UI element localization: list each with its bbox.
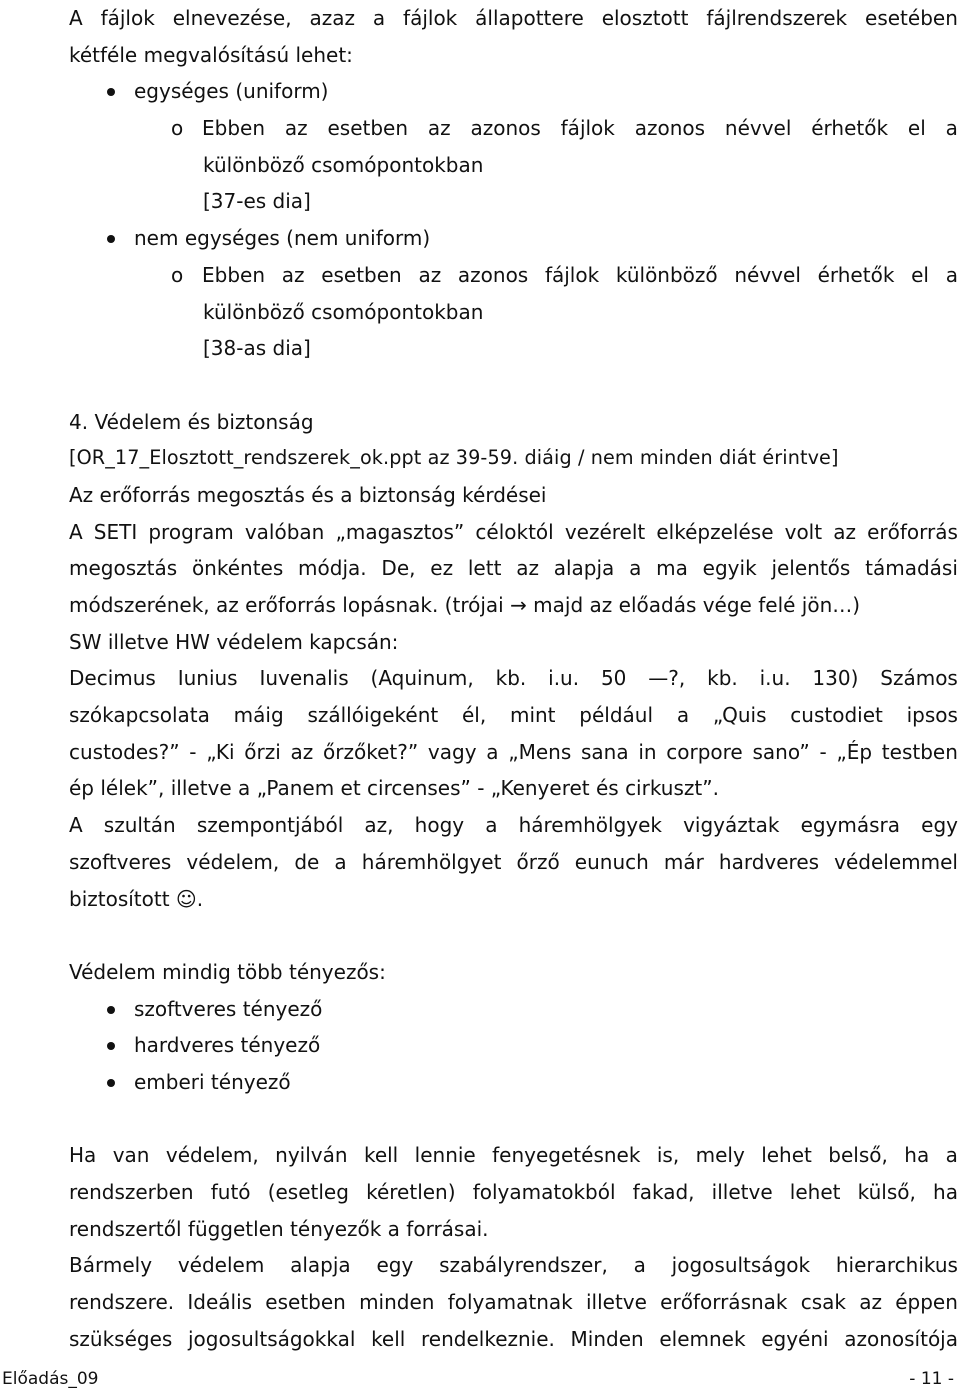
word: „Mens — [508, 739, 572, 764]
word: a — [633, 1253, 646, 1278]
word: támadási — [865, 556, 958, 581]
text-line: különböző csomópontokban — [203, 299, 484, 324]
text-line: biztosított ☺. — [69, 886, 204, 911]
word: védelemmel — [834, 849, 958, 874]
circle-bullet-icon: o — [171, 116, 184, 141]
word: a — [945, 262, 958, 287]
bullet-icon — [107, 1079, 115, 1087]
word: i.u. — [548, 666, 580, 691]
word: —?, — [648, 666, 686, 691]
list-item: szoftveres tényező — [69, 991, 958, 1028]
word: illetve — [585, 1290, 647, 1315]
word: corpore — [666, 739, 743, 764]
text-line — [69, 0, 958, 37]
word: az — [290, 739, 314, 764]
bullet-icon — [107, 88, 115, 96]
word: volt — [784, 519, 823, 544]
bullet-icon — [107, 1042, 115, 1050]
list-item: emberi tényező — [69, 1064, 958, 1101]
text-line: módszerének, az erőforrás lopásnak. (trójai → majd az előadás vége felé jön…) — [69, 593, 861, 617]
word: vagy — [427, 739, 477, 764]
page-footer — [0, 1366, 960, 1393]
word: lett — [467, 556, 502, 581]
word: egy — [376, 1253, 414, 1278]
word: az, — [364, 813, 394, 838]
word: ha — [904, 1143, 930, 1168]
word: illetve — [711, 1180, 773, 1204]
word: fakad, — [632, 1180, 695, 1204]
word: őrzőket?” — [323, 739, 419, 764]
word: már — [663, 849, 704, 874]
text-line: rendszertől független tényezők a forrásai. — [69, 1216, 489, 1241]
word: ha — [933, 1180, 958, 1204]
word: különböző — [615, 262, 718, 287]
word: de — [294, 849, 320, 874]
word: testben — [881, 739, 958, 764]
word: sana — [580, 739, 629, 764]
word: Ebben — [202, 116, 266, 141]
word: Minden — [570, 1326, 644, 1351]
text-line: [37-es dia] — [203, 189, 311, 214]
word: az — [418, 262, 442, 287]
word: Számos — [880, 666, 958, 691]
word: „Quis — [712, 703, 767, 728]
word: ma — [656, 556, 688, 581]
word: az — [859, 1290, 882, 1315]
word: belső, — [828, 1143, 888, 1168]
text-line — [69, 1137, 958, 1174]
word: érhetők — [817, 262, 895, 287]
word: rendszerben — [69, 1180, 194, 1204]
word: folyamatnak — [447, 1290, 573, 1315]
word: céloktól — [475, 519, 554, 544]
text-line: kétféle megvalósítású lehet: — [69, 42, 353, 67]
word: elosztott — [601, 6, 689, 30]
text-line — [69, 844, 958, 881]
word: lennie — [414, 1143, 476, 1168]
word: jogosultságok — [671, 1253, 811, 1278]
word: erőforrásnak — [660, 1290, 788, 1315]
word: csak — [800, 1290, 846, 1315]
word: védelem — [177, 1253, 265, 1278]
word: Iunius — [177, 666, 238, 691]
word: 50 — [600, 666, 627, 691]
word: szállóigeként — [307, 703, 439, 728]
word: fenyegetésnek — [492, 1143, 641, 1168]
word: máig — [233, 703, 284, 728]
word: program — [148, 519, 234, 544]
word: A — [69, 813, 83, 838]
word: lehet — [789, 1180, 841, 1204]
word: a — [945, 1143, 958, 1168]
word: elnevezése, — [172, 6, 292, 30]
word: fájlok — [100, 6, 155, 30]
word: Decimus — [69, 666, 156, 691]
word: Ebben — [202, 262, 266, 287]
word: el — [911, 262, 929, 287]
word: állapottere — [475, 6, 584, 30]
word: az — [284, 116, 308, 141]
word: névvel — [724, 116, 792, 141]
word: fájlrendszerek — [706, 6, 848, 30]
bullet-icon — [107, 1006, 115, 1014]
word: az — [281, 262, 305, 287]
word: alapja — [553, 556, 615, 581]
word: - — [189, 739, 197, 764]
word: háremhölgyek — [518, 813, 662, 838]
word: szükséges — [69, 1326, 173, 1351]
word: a — [486, 739, 499, 764]
word: elképzelése — [656, 519, 774, 544]
word: szoftveres — [69, 849, 172, 874]
word: azonos — [470, 116, 541, 141]
word: őrzi — [244, 739, 281, 764]
word: valóban — [244, 519, 325, 544]
text-line: ép lélek”, illetve a „Panem et circenses” - „Kenyeret és cirkuszt”. — [69, 776, 719, 801]
word: egy — [921, 813, 958, 838]
word: el — [907, 116, 926, 141]
word: módja. — [298, 556, 367, 581]
text-line — [69, 697, 958, 734]
word: custodiet — [790, 703, 883, 728]
word: jelentős — [771, 556, 851, 581]
word: érhetők — [811, 116, 889, 141]
word: Ha — [69, 1143, 97, 1168]
word: kell — [363, 1143, 399, 1168]
word: elemnek — [659, 1326, 746, 1351]
word: fájlok — [403, 6, 458, 30]
word: SETI — [93, 519, 138, 544]
section-heading: 4. Védelem és biztonság — [69, 409, 314, 434]
word: De, — [381, 556, 416, 581]
list-item: hardveres tényező — [69, 1027, 958, 1064]
text-line — [69, 1247, 958, 1284]
footer-page-number: - 11 - — [909, 1369, 954, 1389]
footer-lecture-label: Előadás_09 — [2, 1369, 99, 1389]
text-line — [69, 734, 958, 771]
word: a — [372, 6, 386, 30]
text-line: [38-as dia] — [203, 336, 311, 361]
text-line: különböző csomópontokban — [203, 152, 484, 177]
word: Bármely — [69, 1253, 153, 1278]
word: ipsos — [906, 703, 958, 728]
word: „magasztos” — [335, 519, 465, 544]
bullet-icon — [107, 235, 115, 243]
word: kell — [371, 1326, 406, 1351]
word: külső, — [857, 1180, 916, 1204]
word: esetben — [321, 262, 402, 287]
word: esetben — [327, 116, 409, 141]
word: minden — [359, 1290, 435, 1315]
word: szultán — [103, 813, 176, 838]
word: kb. — [495, 666, 527, 691]
word: - — [819, 739, 827, 764]
text-line: SW illetve HW védelem kapcsán: — [69, 629, 399, 654]
text-line — [69, 1174, 958, 1211]
word: A — [69, 519, 83, 544]
word: a — [629, 556, 642, 581]
circle-bullet-icon: o — [171, 262, 184, 287]
word: a — [485, 813, 498, 838]
word: fájlok — [560, 116, 615, 141]
word: azonos — [634, 116, 706, 141]
word: Iuvenalis — [259, 666, 349, 691]
word: mint — [509, 703, 556, 728]
slide-reference: [OR_17_Elosztott_rendszerek_ok.ppt az 39-59. diáig / nem minden diát érintve] — [69, 446, 839, 470]
word: az — [427, 116, 451, 141]
word: jogosultságokkal — [187, 1326, 356, 1351]
word: eunuch — [574, 849, 649, 874]
word: i.u. — [759, 666, 791, 691]
word: kéretlen) — [366, 1180, 456, 1204]
word: egymásra — [800, 813, 901, 838]
word: megosztás — [69, 556, 178, 581]
word: védelem, — [165, 1143, 259, 1168]
text-line — [69, 807, 958, 844]
word: őrző — [516, 849, 560, 874]
document-page — [69, 0, 958, 1357]
word: a — [945, 116, 958, 141]
word: azonosítója — [844, 1326, 958, 1351]
text-line — [69, 1284, 958, 1321]
word: védelem, — [186, 849, 280, 874]
word: lehet — [761, 1143, 812, 1168]
word: él, — [461, 703, 487, 728]
word: erőforrás — [867, 519, 958, 544]
word: nyilván — [275, 1143, 348, 1168]
word: hierarchikus — [835, 1253, 958, 1278]
word: sano” — [752, 739, 810, 764]
word: custodes?” — [69, 739, 180, 764]
word: az — [516, 556, 539, 581]
word: az — [833, 519, 856, 544]
word: szabályrendszer, — [439, 1253, 608, 1278]
text-line — [69, 550, 958, 587]
word: éppen — [895, 1290, 958, 1315]
word: szókapcsolata — [69, 703, 210, 728]
word: Ideális — [187, 1290, 253, 1315]
sub-list-item — [69, 110, 958, 147]
word: (esetleg — [267, 1180, 349, 1204]
word: szempontjából — [196, 813, 344, 838]
word: fájlok — [544, 262, 600, 287]
word: hardveres — [718, 849, 820, 874]
word: hogy — [414, 813, 465, 838]
word: kb. — [707, 666, 738, 691]
word: ez — [430, 556, 454, 581]
word: azonos — [457, 262, 529, 287]
word: a — [676, 703, 690, 728]
word: mely — [695, 1143, 745, 1168]
list-item: egységes (uniform) — [69, 73, 958, 110]
word: folyamatokból — [472, 1180, 616, 1204]
word: egyéni — [761, 1326, 829, 1351]
word: háremhölgyet — [361, 849, 502, 874]
word: vezérelt — [564, 519, 646, 544]
word: egyik — [702, 556, 757, 581]
word: vigyáztak — [683, 813, 780, 838]
word: A — [69, 6, 83, 30]
word: azaz — [309, 6, 355, 30]
word: például — [579, 703, 654, 728]
word: futó — [210, 1180, 251, 1204]
word: van — [112, 1143, 150, 1168]
word: (Aquinum, — [370, 666, 474, 691]
list-item: nem egységes (nem uniform) — [69, 220, 958, 257]
text-line — [69, 514, 958, 551]
word: rendszere. — [69, 1290, 175, 1315]
text-line — [69, 660, 958, 697]
word: esetében — [865, 6, 958, 30]
word: in — [638, 739, 657, 764]
word: önkéntes — [191, 556, 284, 581]
text-line: Az erőforrás megosztás és a biztonság kérdései — [69, 482, 547, 507]
text-line: Védelem mindig több tényezős: — [69, 959, 386, 984]
sub-list-item — [69, 257, 958, 294]
text-line — [69, 1321, 958, 1358]
word: 130) — [812, 666, 859, 691]
word: is, — [656, 1143, 680, 1168]
word: rendelkeznie. — [421, 1326, 555, 1351]
word: „Ép — [836, 739, 873, 764]
word: a — [334, 849, 347, 874]
word: „Ki — [206, 739, 235, 764]
word: alapja — [290, 1253, 351, 1278]
word: esetben — [265, 1290, 346, 1315]
word: névvel — [734, 262, 801, 287]
